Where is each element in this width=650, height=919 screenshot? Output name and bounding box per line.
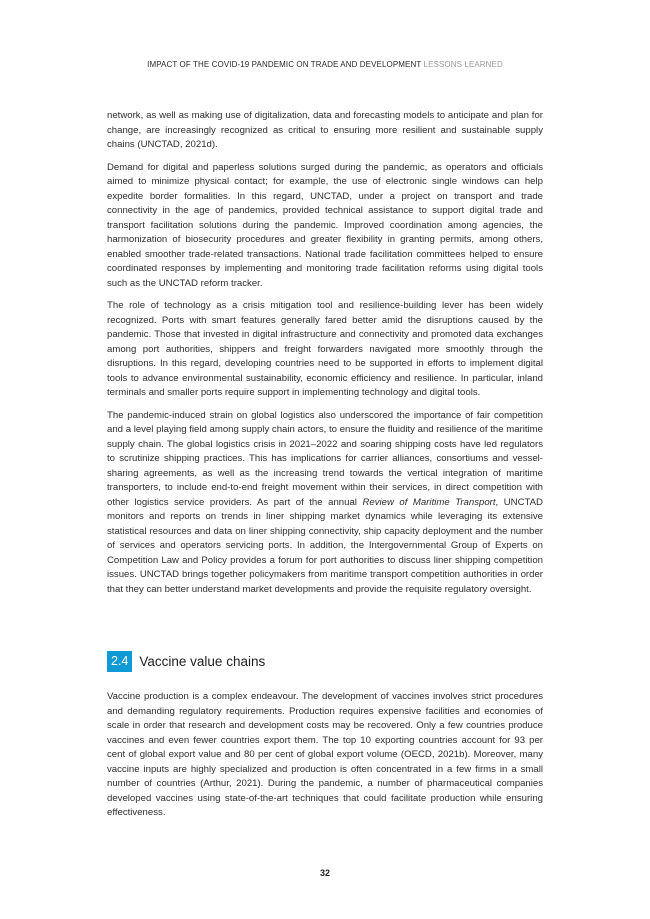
running-header — [0, 60, 650, 69]
paragraph: The role of technology as a crisis mitigation tool and resilience-building lever has been widely recognized. Ports with smart features generally fared better amid the disruptions caused by the pandemic. Those that invested in digital infrastructure and connectivity and promoted data exchanges among port authorities, shippers and freight forwarders navigated more smoothly through the disruptions. In this regard, developing countries need to be supported in efforts to implement digital tools to advance environmental sustainability, economic efficiency and resilience. In particular, inland terminals and smaller ports require support in implementing technology and digital tools. — [107, 300, 543, 398]
paragraph: Demand for digital and paperless solutions surged during the pandemic, as operators and officials aimed to minimize physical contact; for example, the use of electronic single windows can help expedite border formalities. In this regard, UNCTAD, under a project on transport and trade connectivity in the age of pandemics, provided technical assistance to support digital trade and transport facilitation solutions during the pandemic. Improved coordination among agencies, the harmonization of biosecurity procedures and greater flexibility in granting permits, among others, enabled smoother trade-related transactions. National trade facilitation committees helped to ensure coordinated responses by implementing and monitoring trade facilitation reforms using digital tools such as the UNCTAD reform tracker. — [107, 161, 543, 289]
paragraph-text: , UNCTAD monitors and reports on trends in liner shipping market dynamics while leveraging its extensive statistical resources and data on liner shipping connectivity, ship capacity deployment and the number of services and operators servicing ports. In addition, the Intergovernmental Group of Experts on Competition Law and Policy provides a forum for port authorities to discuss liner shipping competition issues. UNCTAD brings together policymakers from maritime transport competition authorities in order that they can better understand market developments and provide the requisite regulatory oversight. — [107, 496, 543, 595]
report-title: IMPACT OF THE COVID-19 PANDEMIC ON TRADE AND DEVELOPMENT — [147, 60, 422, 69]
paragraph — [107, 409, 543, 598]
body-text-block — [107, 109, 543, 605]
section-body — [107, 690, 543, 829]
section-number-badge: 2.4 — [107, 651, 132, 672]
publication-title: Review of Maritime Transport — [362, 496, 496, 508]
section-heading — [107, 651, 265, 672]
paragraph: network, as well as making use of digitalization, data and forecasting models to anticipate and plan for change, are increasingly recognized as critical to ensuring more resilient and sustainable supply chains (UNCTAD, 2021d). — [107, 110, 543, 150]
paragraph: Vaccine production is a complex endeavour. The development of vaccines involves strict procedures and demanding regulatory requirements. Production requires expensive facilities and economies of scale in order that research and development costs may be recovered. Only a few countries produce vaccines and even fewer countries export them. The top 10 exporting countries account for 93 per cent of global export value and 80 per cent of global export volume (OECD, 2021b). Moreover, many vaccine inputs are highly specialized and production is often concentrated in a few firms in a small number of countries (Arthur, 2021). During the pandemic, a number of pharmaceutical companies developed vaccines using state-of-the-art techniques that could facilitate production while ensuring effectiveness. — [107, 691, 543, 818]
page-number: 32 — [319, 868, 330, 878]
paragraph-text: The pandemic-induced strain on global logistics also underscored the importance of fair competition and a level playing field among supply chain actors, to ensure the fluidity and resilience of the maritime supply chain. The global logistics crisis in 2021–2022 and soaring shipping costs have led regulators to scrutinize shipping practices. This has implications for carrier alliances, consortiums and vessel-sharing agreements, as well as the increasing trend towards the vertical integration of maritime transporters, to include end-to-end freight movement within their services, in direct competition with other logistics service providers. As part of the annual — [107, 409, 543, 508]
section-title: Vaccine value chains — [139, 654, 266, 669]
header-section-label: LESSONS LEARNED — [423, 60, 503, 69]
